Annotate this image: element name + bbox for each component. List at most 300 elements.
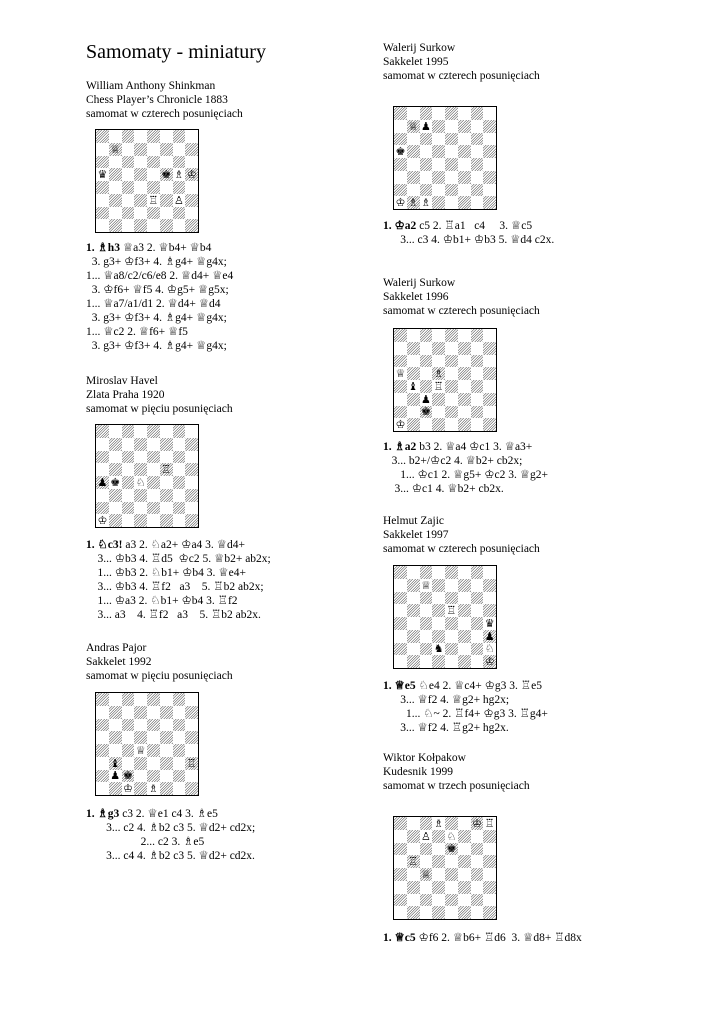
square-a1 [96, 219, 109, 232]
square-c1 [420, 906, 433, 919]
square-f4 [458, 158, 471, 171]
square-b5 [407, 367, 420, 380]
chess-piece: ♖ [408, 855, 419, 869]
square-b1 [109, 514, 122, 527]
square-b3 [407, 630, 420, 643]
square-f7 [458, 120, 471, 133]
author: Wiktor Kołpakow [383, 752, 466, 764]
square-f7 [160, 143, 173, 156]
square-a2 [96, 502, 109, 515]
stipulation: samomat w pięciu posunięciach [86, 403, 233, 415]
square-f5 [458, 367, 471, 380]
square-g2 [173, 207, 186, 220]
solution-line [383, 679, 548, 693]
chess-piece: ♞ [433, 642, 444, 656]
square-c2 [420, 184, 433, 197]
square-g2 [471, 643, 484, 656]
square-b7 [109, 706, 122, 719]
solution [86, 241, 233, 353]
square-a8 [394, 329, 407, 342]
solution [86, 538, 271, 622]
source: Sakkelet 1995 [383, 56, 449, 68]
square-c2 [122, 502, 135, 515]
square-b7 [407, 579, 420, 592]
square-h8 [483, 566, 496, 579]
square-e5 [147, 731, 160, 744]
square-d1 [432, 196, 445, 209]
square-e1 [147, 219, 160, 232]
square-b5 [109, 168, 122, 181]
square-c4 [122, 744, 135, 757]
square-b4 [407, 380, 420, 393]
square-d5 [432, 855, 445, 868]
square-e6 [445, 843, 458, 856]
moves-text: 1... ♕a7/a1/d1 2. ♕d4+ ♕d4 [86, 298, 221, 310]
square-e3 [445, 630, 458, 643]
square-c5 [122, 463, 135, 476]
square-d7 [432, 579, 445, 592]
square-h6 [483, 133, 496, 146]
solution-line [86, 807, 255, 821]
square-g4 [471, 380, 484, 393]
square-a5 [394, 367, 407, 380]
key-move: 1. ♘c3! [86, 539, 123, 551]
square-g7 [471, 120, 484, 133]
square-g4 [173, 181, 186, 194]
square-b1 [109, 782, 122, 795]
square-f3 [458, 630, 471, 643]
author: Walerij Surkow [383, 42, 456, 54]
square-a8 [96, 693, 109, 706]
square-f6 [458, 355, 471, 368]
square-e6 [445, 592, 458, 605]
square-h1 [483, 196, 496, 209]
square-a8 [96, 130, 109, 143]
square-e7 [147, 143, 160, 156]
square-e6 [445, 133, 458, 146]
author: Walerij Surkow [383, 277, 456, 289]
square-g3 [471, 393, 484, 406]
moves-text: 3... c4 4. ♗b2 c3 5. ♕d2+ cd2x. [86, 850, 255, 862]
square-f8 [458, 566, 471, 579]
source: Sakkelet 1997 [383, 529, 449, 541]
square-c1 [420, 418, 433, 431]
chess-piece: ♟ [484, 629, 495, 643]
square-b7 [109, 143, 122, 156]
square-f3 [160, 489, 173, 502]
solution-line [86, 255, 233, 269]
chess-piece: ♘ [135, 475, 146, 489]
square-g8 [173, 425, 186, 438]
moves-text: 2... c2 3. ♗e5 [86, 836, 205, 848]
square-c2 [122, 207, 135, 220]
square-h6 [185, 156, 198, 169]
square-d3 [432, 171, 445, 184]
square-e3 [445, 393, 458, 406]
square-g6 [471, 133, 484, 146]
square-g5 [471, 367, 484, 380]
square-d7 [432, 830, 445, 843]
moves-text: 1... ♔c1 2. ♕g5+ ♔c2 3. ♕g2+ [383, 469, 549, 481]
square-d4 [432, 617, 445, 630]
square-e3 [147, 757, 160, 770]
problem-shinkman [86, 79, 366, 352]
moves-text: 3... b2+/♔c2 4. ♕b2+ cb2x; [383, 455, 523, 467]
square-g6 [471, 843, 484, 856]
chess-piece: ♘ [484, 642, 495, 656]
square-d3 [432, 393, 445, 406]
square-f7 [458, 579, 471, 592]
square-h8 [483, 107, 496, 120]
solution [383, 440, 548, 496]
square-e7 [445, 120, 458, 133]
square-b2 [109, 207, 122, 220]
solution-line [86, 297, 233, 311]
square-h4 [483, 617, 496, 630]
square-e1 [445, 196, 458, 209]
square-c4 [420, 380, 433, 393]
square-h1 [185, 219, 198, 232]
solution [383, 219, 554, 247]
square-g7 [173, 143, 186, 156]
stipulation: samomat w czterech posunięciach [383, 543, 540, 555]
square-f1 [458, 655, 471, 668]
chess-piece: ♛ [97, 168, 108, 182]
square-b8 [407, 817, 420, 830]
author: Andras Pajor [86, 642, 147, 654]
chess-piece: ♔ [122, 782, 133, 796]
square-b2 [407, 894, 420, 907]
square-b8 [407, 107, 420, 120]
square-b8 [109, 130, 122, 143]
moves-text: a3 2. ♘a2+ ♔a4 3. ♕d4+ [122, 539, 245, 551]
square-d2 [134, 770, 147, 783]
chess-piece: ♟ [110, 769, 121, 783]
square-b8 [407, 329, 420, 342]
square-f6 [160, 156, 173, 169]
square-c1 [122, 514, 135, 527]
square-c7 [420, 830, 433, 843]
square-a2 [394, 894, 407, 907]
square-g3 [471, 881, 484, 894]
moves-text: 1... ♘~ 2. ♖f4+ ♔g3 3. ♖g4+ [383, 708, 548, 720]
chess-piece: ♟ [420, 119, 431, 133]
square-d8 [432, 566, 445, 579]
solution-line [383, 482, 548, 496]
square-e5 [147, 463, 160, 476]
square-f2 [458, 894, 471, 907]
square-d8 [432, 329, 445, 342]
square-d5 [432, 604, 445, 617]
square-e4 [445, 617, 458, 630]
square-f6 [458, 133, 471, 146]
moves-text: 3... ♔b3 4. ♖d5 ♔c2 5. ♕b2+ ab2x; [86, 553, 271, 565]
square-f1 [160, 219, 173, 232]
solution [383, 679, 548, 735]
square-a6 [394, 592, 407, 605]
square-d2 [432, 894, 445, 907]
stipulation: samomat w pięciu posunięciach [86, 670, 233, 682]
square-a5 [394, 145, 407, 158]
square-a4 [394, 158, 407, 171]
square-h4 [185, 181, 198, 194]
square-a6 [394, 843, 407, 856]
problem-surkow-1995 [383, 41, 703, 246]
square-b7 [407, 342, 420, 355]
square-b3 [407, 171, 420, 184]
square-e1 [147, 782, 160, 795]
square-h8 [483, 329, 496, 342]
square-h8 [185, 425, 198, 438]
square-c7 [122, 706, 135, 719]
square-c1 [122, 219, 135, 232]
square-c8 [420, 329, 433, 342]
key-move: 1. ♔a2 [383, 220, 417, 232]
square-g7 [173, 438, 186, 451]
square-g1 [173, 514, 186, 527]
square-e5 [445, 855, 458, 868]
square-g4 [471, 617, 484, 630]
chess-board [393, 816, 497, 920]
square-h8 [185, 130, 198, 143]
square-d4 [134, 744, 147, 757]
square-d3 [432, 881, 445, 894]
solution-line [86, 283, 233, 297]
square-f1 [458, 906, 471, 919]
square-d7 [432, 342, 445, 355]
square-e3 [147, 489, 160, 502]
square-g4 [173, 744, 186, 757]
square-h3 [483, 393, 496, 406]
chess-piece: ♔ [471, 816, 482, 830]
square-h7 [483, 830, 496, 843]
square-d3 [134, 489, 147, 502]
square-f2 [160, 770, 173, 783]
square-g4 [471, 158, 484, 171]
moves-text: 3. g3+ ♔f3+ 4. ♗g4+ ♕g4x; [86, 340, 227, 352]
square-f1 [458, 196, 471, 209]
square-f3 [160, 757, 173, 770]
chess-piece: ♖ [161, 463, 172, 477]
square-d6 [432, 592, 445, 605]
square-c2 [420, 894, 433, 907]
solution [383, 931, 582, 945]
key-move: 1. ♗a2 [383, 441, 417, 453]
square-c4 [420, 158, 433, 171]
square-d5 [134, 168, 147, 181]
square-h5 [483, 367, 496, 380]
square-h6 [483, 843, 496, 856]
square-d3 [432, 630, 445, 643]
square-e2 [147, 502, 160, 515]
square-f7 [458, 342, 471, 355]
square-h4 [483, 158, 496, 171]
square-c2 [420, 643, 433, 656]
square-e3 [445, 881, 458, 894]
square-f8 [458, 817, 471, 830]
solution-line [383, 721, 548, 735]
square-c6 [420, 843, 433, 856]
square-h5 [483, 145, 496, 158]
square-e6 [147, 156, 160, 169]
chess-piece: ♖ [484, 816, 495, 830]
square-e6 [147, 719, 160, 732]
square-a2 [96, 770, 109, 783]
square-b2 [407, 406, 420, 419]
square-g5 [471, 855, 484, 868]
chess-piece: ♕ [420, 867, 431, 881]
square-g6 [173, 451, 186, 464]
square-a5 [96, 463, 109, 476]
square-h5 [185, 731, 198, 744]
square-d2 [432, 643, 445, 656]
square-h1 [483, 418, 496, 431]
square-a3 [394, 881, 407, 894]
square-b3 [109, 194, 122, 207]
solution-line [383, 233, 554, 247]
square-h2 [185, 770, 198, 783]
square-g7 [471, 342, 484, 355]
square-a8 [394, 817, 407, 830]
square-h5 [185, 168, 198, 181]
square-d6 [134, 719, 147, 732]
square-e5 [445, 145, 458, 158]
chess-piece: ♘ [446, 829, 457, 843]
square-a8 [394, 107, 407, 120]
square-g7 [471, 830, 484, 843]
square-h7 [185, 706, 198, 719]
square-c6 [420, 355, 433, 368]
problem-meta [383, 41, 703, 83]
moves-text: 1... ♔b3 2. ♘b1+ ♔b4 3. ♕e4+ [86, 567, 246, 579]
square-e7 [445, 342, 458, 355]
moves-text: 3. g3+ ♔f3+ 4. ♗g4+ ♕g4x; [86, 256, 227, 268]
chess-board [95, 129, 199, 233]
square-a6 [96, 719, 109, 732]
square-f2 [458, 643, 471, 656]
square-a4 [394, 868, 407, 881]
key-move: 1. ♗h3 [86, 242, 120, 254]
square-c3 [122, 194, 135, 207]
square-c3 [122, 757, 135, 770]
square-g2 [471, 406, 484, 419]
solution-line [383, 440, 548, 454]
square-f4 [160, 181, 173, 194]
chess-piece: ♚ [110, 475, 121, 489]
square-d7 [134, 438, 147, 451]
square-c4 [420, 868, 433, 881]
square-b4 [109, 476, 122, 489]
source: Zlata Praha 1920 [86, 389, 165, 401]
key-move: 1. ♕e5 [383, 680, 416, 692]
square-a4 [394, 617, 407, 630]
square-b1 [407, 655, 420, 668]
square-a3 [394, 630, 407, 643]
problem-zajic [383, 514, 703, 734]
stipulation: samomat w czterech posunięciach [383, 305, 540, 317]
chess-piece: ♔ [186, 168, 197, 182]
square-a3 [394, 171, 407, 184]
square-b3 [109, 489, 122, 502]
square-h5 [483, 855, 496, 868]
author: Helmut Zajic [383, 515, 444, 527]
square-d1 [134, 219, 147, 232]
square-b5 [407, 604, 420, 617]
square-b6 [109, 451, 122, 464]
square-g8 [173, 130, 186, 143]
square-a1 [96, 514, 109, 527]
chess-piece: ♕ [135, 743, 146, 757]
square-d3 [134, 757, 147, 770]
square-b3 [407, 393, 420, 406]
square-d6 [134, 451, 147, 464]
page-title: Samomaty - miniatury [86, 41, 266, 63]
square-b5 [407, 855, 420, 868]
square-g5 [173, 168, 186, 181]
square-f6 [160, 451, 173, 464]
problem-meta [86, 641, 366, 683]
square-b6 [407, 133, 420, 146]
square-h7 [483, 579, 496, 592]
square-f1 [160, 514, 173, 527]
square-b5 [109, 731, 122, 744]
square-g5 [173, 463, 186, 476]
moves-text: 3... a3 4. ♖f2 a3 5. ♖b2 ab2x. [86, 609, 261, 621]
square-b2 [109, 502, 122, 515]
square-h2 [185, 207, 198, 220]
square-c8 [420, 817, 433, 830]
moves-text: 3... ♕f2 4. ♕g2+ hg2x; [383, 694, 510, 706]
square-f5 [160, 168, 173, 181]
square-b2 [407, 643, 420, 656]
square-d8 [432, 107, 445, 120]
square-c2 [122, 770, 135, 783]
chess-piece: ♗ [433, 367, 444, 381]
moves-text: 3. ♔f6+ ♕f5 4. ♔g5+ ♕g5x; [86, 284, 229, 296]
square-g6 [471, 355, 484, 368]
square-f5 [458, 145, 471, 158]
square-d6 [432, 843, 445, 856]
square-f4 [458, 380, 471, 393]
square-h2 [483, 184, 496, 197]
square-f8 [160, 425, 173, 438]
square-g7 [471, 579, 484, 592]
square-a1 [96, 782, 109, 795]
square-g2 [173, 502, 186, 515]
square-f7 [458, 830, 471, 843]
square-e1 [147, 514, 160, 527]
square-c3 [420, 630, 433, 643]
chess-piece: ♚ [420, 405, 431, 419]
square-c6 [122, 719, 135, 732]
square-d8 [134, 425, 147, 438]
square-c8 [122, 425, 135, 438]
solution-line [86, 566, 271, 580]
square-c3 [420, 171, 433, 184]
solution-line [383, 707, 548, 721]
solution [86, 807, 255, 863]
chess-piece: ♗ [173, 168, 184, 182]
square-h5 [185, 463, 198, 476]
problem-havel [86, 374, 366, 621]
square-c1 [420, 655, 433, 668]
solution-line [86, 269, 233, 283]
square-g2 [173, 770, 186, 783]
square-h8 [483, 817, 496, 830]
square-f2 [458, 184, 471, 197]
chess-piece: ♕ [420, 578, 431, 592]
square-a5 [394, 855, 407, 868]
